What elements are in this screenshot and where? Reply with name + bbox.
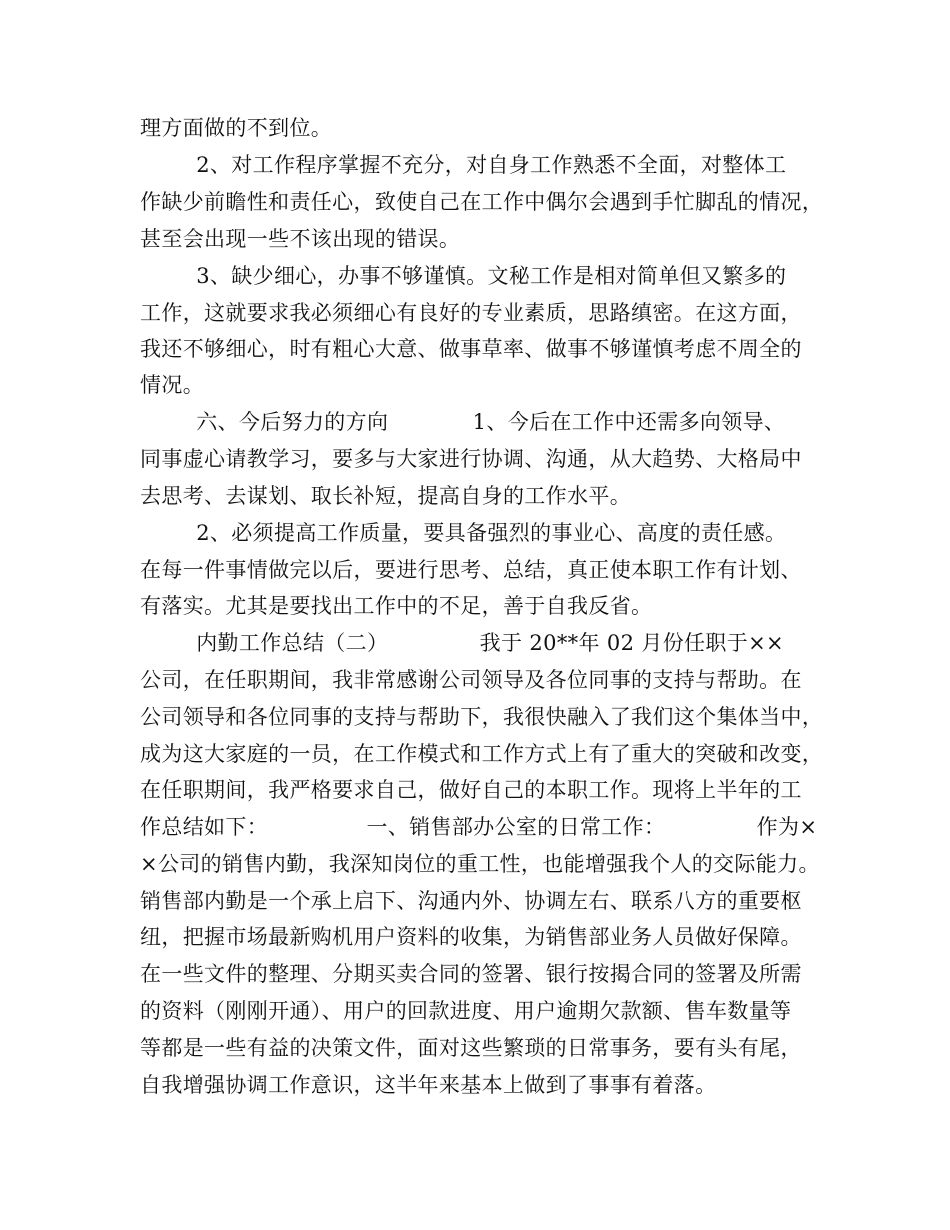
text-line: 公司，在任职期间，我非常感谢公司领导及各位同事的支持与帮助。在 (140, 668, 802, 692)
text-line: 销售部内勤是一个承上启下、沟通内外、协调左右、联系八方的重要枢 (140, 889, 802, 913)
text-line: 理方面做的不到位。 (140, 116, 333, 140)
text-line: 2、对工作程序掌握不充分，对自身工作熟悉不全面，对整体工 (140, 153, 787, 177)
text-line: 3、缺少细心，办事不够谨慎。文秘工作是相对简单但又繁多的 (140, 264, 787, 288)
text-line: 在每一件事情做完以后，要进行思考、总结，真正使本职工作有计划、 (140, 558, 802, 582)
text-line: 作总结如下： 一、销售部办公室的日常工作： 作为× (140, 815, 818, 839)
section-heading-line: 六、今后努力的方向 1、今后在工作中还需多向领导、 (140, 410, 786, 434)
text-line: 有落实。尤其是要找出工作中的不足，善于自我反省。 (140, 594, 653, 618)
text-line: 等都是一些有益的决策文件，面对这些繁琐的日常事务，要有头有尾， (140, 1036, 802, 1060)
text-line: 的资料（刚刚开通）、用户的回款进度、用户逾期欠款额、售车数量等 (140, 999, 792, 1023)
text-line: 2、必须提高工作质量，要具备强烈的事业心、高度的责任感。 (140, 521, 787, 545)
text-line: 同事虚心请教学习，要多与大家进行协调、沟通，从大趋势、大格局中 (140, 447, 802, 471)
text-line: 公司领导和各位同事的支持与帮助下，我很快融入了我们这个集体当中， (140, 705, 824, 729)
section-heading-line: 内勤工作总结（二） 我于 20**年 02 月份任职于×× (140, 631, 784, 655)
text-line: 成为这大家庭的一员，在工作模式和工作方式上有了重大的突破和改变， (140, 742, 824, 766)
text-line: 纽，把握市场最新购机用户资料的收集，为销售部业务人员做好保障。 (140, 925, 802, 949)
text-line: 自我增强协调工作意识，这半年来基本上做到了事事有着落。 (140, 1073, 717, 1097)
text-line: 作缺少前瞻性和责任心，致使自己在工作中偶尔会遇到手忙脚乱的情况， (140, 190, 824, 214)
text-line: 工作，这就要求我必须细心有良好的专业素质，思路缜密。在这方面， (140, 301, 802, 325)
text-line: 我还不够细心，时有粗心大意、做事草率、做事不够谨慎考虑不周全的 (140, 337, 802, 361)
text-line: 甚至会出现一些不该出现的错误。 (140, 227, 461, 251)
text-line: ×公司的销售内勤，我深知岗位的重工性，也能增强我个人的交际能力。 (140, 852, 820, 876)
text-line: 在一些文件的整理、分期买卖合同的签署、银行按揭合同的签署及所需 (140, 962, 802, 986)
text-line: 去思考、去谋划、取长补短，提高自身的工作水平。 (140, 484, 632, 508)
text-line: 在任职期间，我严格要求自己，做好自己的本职工作。现将上半年的工 (140, 778, 802, 802)
text-line: 情况。 (140, 373, 205, 397)
